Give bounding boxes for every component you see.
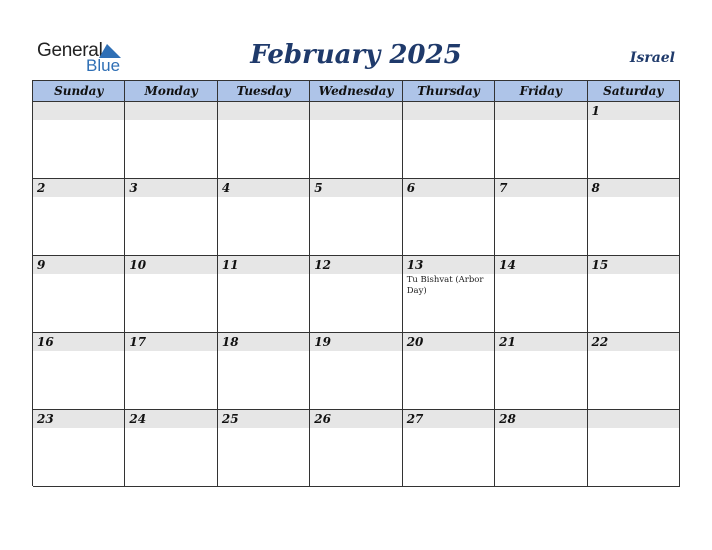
country-label: Israel bbox=[629, 50, 675, 66]
day-cell bbox=[125, 179, 217, 256]
week-row bbox=[33, 256, 680, 333]
day-cell bbox=[33, 102, 125, 179]
day-number-band bbox=[125, 102, 216, 120]
day-cell bbox=[588, 102, 680, 179]
day-cell bbox=[310, 179, 402, 256]
day-number: 3 bbox=[129, 181, 138, 195]
day-cell bbox=[588, 256, 680, 333]
day-cell bbox=[403, 256, 495, 333]
day-number: 5 bbox=[314, 181, 323, 195]
day-number: 21 bbox=[499, 335, 516, 349]
day-number-band bbox=[310, 179, 401, 197]
day-number-band bbox=[33, 102, 124, 120]
day-cell bbox=[218, 410, 310, 487]
day-cell bbox=[125, 102, 217, 179]
day-cell bbox=[33, 410, 125, 487]
day-number: 8 bbox=[591, 181, 600, 195]
day-cell bbox=[495, 410, 587, 487]
weekday-header: Monday bbox=[125, 81, 217, 102]
weekday-header: Friday bbox=[495, 81, 587, 102]
week-row bbox=[33, 179, 680, 256]
week-row bbox=[33, 102, 680, 179]
day-number: 10 bbox=[129, 258, 147, 272]
day-cell bbox=[310, 410, 402, 487]
day-number: 11 bbox=[221, 258, 239, 272]
day-cell bbox=[310, 102, 402, 179]
day-number: 14 bbox=[499, 258, 516, 272]
day-cell bbox=[403, 410, 495, 487]
day-cell bbox=[218, 256, 310, 333]
day-cell bbox=[588, 333, 680, 410]
calendar-grid bbox=[32, 80, 680, 486]
day-number: 7 bbox=[499, 181, 508, 195]
week-row bbox=[33, 410, 680, 487]
day-cell bbox=[310, 256, 402, 333]
day-number: 2 bbox=[37, 181, 46, 195]
day-number: 15 bbox=[591, 258, 609, 272]
day-cell bbox=[218, 102, 310, 179]
day-number-band bbox=[588, 102, 679, 120]
day-cell bbox=[403, 179, 495, 256]
day-number-band bbox=[218, 102, 309, 120]
day-number: 12 bbox=[314, 258, 331, 272]
day-cell bbox=[495, 256, 587, 333]
day-cell bbox=[33, 333, 125, 410]
day-cell bbox=[33, 179, 125, 256]
day-cell bbox=[495, 102, 587, 179]
day-number-band bbox=[403, 179, 494, 197]
week-row bbox=[33, 333, 680, 410]
day-number-band bbox=[403, 102, 494, 120]
day-number: 26 bbox=[314, 412, 331, 426]
weekday-header: Thursday bbox=[403, 81, 495, 102]
day-number: 6 bbox=[406, 181, 416, 195]
day-cell bbox=[218, 179, 310, 256]
day-number: 27 bbox=[406, 412, 424, 426]
calendar-weeks bbox=[33, 102, 680, 487]
day-cell bbox=[310, 333, 402, 410]
day-number-band bbox=[588, 179, 679, 197]
logo-word-general: General bbox=[37, 40, 103, 61]
day-number: 20 bbox=[406, 335, 424, 349]
day-number-band bbox=[310, 102, 401, 120]
day-cell bbox=[403, 102, 495, 179]
day-number-band bbox=[218, 179, 309, 197]
day-number: 18 bbox=[221, 335, 239, 349]
day-cell bbox=[218, 333, 310, 410]
holiday-label: Tu Bishvat (Arbor Day) bbox=[406, 275, 484, 296]
day-cell bbox=[33, 256, 125, 333]
day-number: 4 bbox=[221, 181, 231, 195]
day-number-band bbox=[588, 410, 679, 428]
day-cell bbox=[125, 333, 217, 410]
day-cell bbox=[495, 179, 587, 256]
day-number: 1 bbox=[591, 104, 600, 118]
page-title: February 2025 bbox=[250, 40, 462, 70]
day-cell bbox=[588, 410, 680, 487]
day-cell bbox=[125, 410, 217, 487]
day-number: 25 bbox=[221, 412, 239, 426]
day-cell bbox=[588, 179, 680, 256]
logo-word-blue: Blue bbox=[86, 56, 121, 75]
day-number: 28 bbox=[499, 412, 516, 426]
weekday-header: Wednesday bbox=[310, 81, 402, 102]
day-number-band bbox=[33, 179, 124, 197]
day-number: 9 bbox=[37, 258, 46, 272]
day-number: 22 bbox=[591, 335, 609, 349]
day-number-band bbox=[495, 102, 586, 120]
day-number: 17 bbox=[129, 335, 147, 349]
day-cell bbox=[125, 256, 217, 333]
day-number: 19 bbox=[314, 335, 331, 349]
day-number-band bbox=[33, 256, 124, 274]
weekday-header: Tuesday bbox=[218, 81, 310, 102]
day-cell bbox=[403, 333, 495, 410]
day-number: 23 bbox=[37, 412, 54, 426]
weekday-header: Saturday bbox=[588, 81, 680, 102]
day-cell bbox=[495, 333, 587, 410]
weekday-header-row bbox=[33, 81, 680, 102]
weekday-header: Sunday bbox=[33, 81, 125, 102]
day-number-band bbox=[125, 179, 216, 197]
day-number-band bbox=[495, 179, 586, 197]
day-number: 13 bbox=[406, 258, 424, 272]
day-number: 16 bbox=[37, 335, 54, 349]
day-number: 24 bbox=[129, 412, 147, 426]
